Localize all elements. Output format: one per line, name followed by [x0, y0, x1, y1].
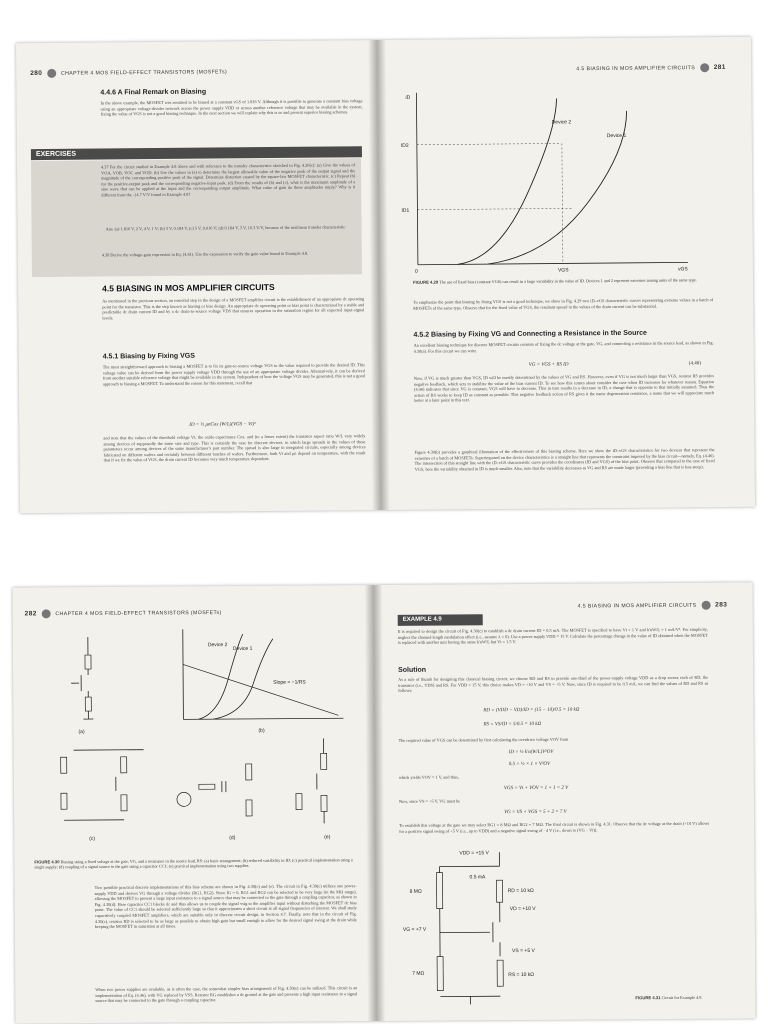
caption-text: The use of fixed bias (constant VGS) can result in a large variability in the value of ID. Devices 1 and 2 represent extremes among units of the same type. — [439, 277, 697, 285]
subsection-text: Figure 4.30(b) provides a graphical illustration of the effectiveness of this biasing scheme. Here we show the iD–vGS characteristics for two devices that represent the extremes of a batch of MOSFETs. Superimposed on the device characteristics is a straight line that represents the constraint imposed by the bias circuit—namely, Eq. (4.46). The intersection of this straight line with the iD–vGS characteristic curve provides the coordinates (ID and VGS) of the bias point. Observe that compared to the case of fixed VGS, here the variability obtained in ID is much smaller. Also, note that the variability decreases as VG and RS are made larger (providing a bias line that is less steep). — [414, 447, 715, 472]
axis-x-label: vGS — [677, 266, 688, 273]
paragraph: Two possible practical discrete implementations of this bias scheme are shown in Fig. 4.30(c) and (e). The circuit in Fig. 4.30(c) utilizes one power-supply VDD and derives VG through a voltage divider (RG1, RG2). Since IG = 0, RG1 and RG2 can be selected to be very large (in the MΩ range), allowing the MOSFET to present a large input resistance to a signal source that may be connected to the gate through a coupling capacitor, as shown in Fig. 4.30(d). Here capacitor CC1 blocks dc and thus allows us to couple the signal vsig to the amplifier input without disturbing the MOSFET dc bias point. The value of CC1 should be selected sufficiently large so that it approximates a short circuit at all signal frequencies of interest. We shall study capacitively coupled MOSFET amplifiers, which are suitable only in discrete circuit design, in Section 4.7. Finally, note that in the circuit of Fig. 4.30(c), resistor RD is selected to be as large as possible to obtain high gain but small enough to allow for the desired signal swing at the drain while keeping the MOSFET in saturation at all times. — [94, 883, 357, 930]
exercise-437: 4.37 For the circuit studied in Example 4.8 above and with reference to the transfer characteristic sketched in Fig. 4.26(c): (a) Give the values of VOA, VOB, VOC and VOD. (b) Use the values in (a) to determine the largest allowable value of the negative peak of the output signal and the magnitude of the corresponding positive peak of the signal. Determine distortion caused by the square-law MOSFET characteristic. (c) Repeat (b) for the positive-output peak and the corresponding negative-input peak. (d) From the results of (b) and (c), what is the maximum amplitude of a sine wave that can be applied at the input and the corresponding output amplitude. What value of gain do these amplitudes imply? Why is it different from the -14.7 V/V found in Example 4.8? — [101, 162, 356, 198]
page-number: 281 — [713, 63, 726, 72]
section-heading: 4.5 BIASING IN MOS AMPLIFIER CIRCUITS — [102, 281, 275, 294]
slope-label: Slope = −1/RS — [273, 679, 306, 686]
device1-label: Device 1 — [606, 132, 627, 140]
vs-label: VS = +5 V — [512, 947, 535, 955]
figure-caption — [635, 995, 735, 1001]
section-title: 4.5 BIASING IN MOS AMPLIFIER CIRCUITS — [577, 602, 697, 610]
book-logo-icon — [42, 609, 51, 618]
id2-label: ID2 — [400, 142, 409, 149]
paragraph: When two power supplies are available, as is often the case, the somewhat simpler bias arrangement of Fig. 4.30(e) can be utilized. This circuit is an implementation of Eq. (4.46), with VG replaced by VSS. Resistor RG establishes a dc ground at the gate and presents a high input resistance to a signal source that may be connected to the gate through a coupling capacitor. — [95, 985, 358, 1004]
section-text: As mentioned in the previous section, an essential step in the design of a MOSFET amplifier circuit is the establishment of an appropriate dc operating point for the transistor. This is the step known as biasing or bias design. An appropriate dc operating point or bias point is characterized by a stable and predictable dc drain current ID and by a dc drain-to-source voltage VDS that ensures operation in the saturation region for all expected input-signal levels. — [102, 296, 365, 321]
paragraph: To establish this voltage at the gate we may select RG1 = 8 MΩ and RG2 = 7 MΩ. The final circuit is shown in Fig. 4.31. Observe that the dc voltage at the drain (+10 V) allows for a positive signal swing of +5 V (i.e., up to VDD) and a negative signal swing of −4 V (i.e., down to (VG − Vt)). — [399, 820, 710, 834]
vdd-label: VDD = +15 V — [459, 850, 489, 857]
axis-y-label: iD — [405, 94, 411, 101]
running-head — [578, 601, 728, 611]
figure-caption — [413, 277, 713, 285]
label-a: (a) — [78, 729, 85, 736]
circuit-a — [71, 637, 94, 735]
equation-vov-1: ID = ½ k'n(W/L)V²OV — [508, 749, 554, 756]
caption-text: Biasing using a fixed voltage at the gate, VG, and a resistance in the source lead, RS: (a) basic arrangement; (b) reduced variability in ID; (c) practical implementation using a single supply; (d) coupling of a signal source to the gate using a capacitor CC1; (e) practical implementation using two supplies. — [34, 857, 353, 870]
origin-label: 0 — [414, 268, 418, 275]
solution-text: As a rule of thumb for designing this classical biasing circuit, we choose RD and RS to provide one-third of the power-supply voltage VDD as a drop across each of RD, the transistor (i.e., VDS) and RS. For VDD = 15 V, this choice makes VD = +10 V and VS = +5 V. Now, since ID is required to be 0.5 mA, we can find the values of RD and RS as follows: — [398, 674, 709, 694]
device1-label: Device 1 — [232, 645, 253, 653]
subsection-text: The most straightforward approach to biasing a MOSFET is to fix its gate-to-source voltage VGS to the value required to provide the desired ID. This voltage value can be derived from the power supply voltage VDD through the use of an appropriate voltage divider. Alternatively, it can be derived from another suitable reference voltage that might be available in the system. Independent of how the voltage VGS may be generated, this is not a good approach to biasing a MOSFET. To understand the reason for this statement, recall that — [102, 362, 365, 387]
section-title: 4.4.6 A Final Remark on Biasing — [100, 88, 207, 97]
exercise-437-answer: Ans. (a) 1.816 V, 2 V, 4 V, 1 V; (b) 3 V, 0.184 V, (c) 5 V, 0.016 V; (d) 0.184 V, 3 V, 16.3 V/V, because of the nonlinear transfer characteristic — [105, 224, 346, 232]
graph-b — [183, 628, 344, 734]
rg2-label: 7 MΩ — [412, 970, 425, 977]
vgs-label: VGS — [557, 267, 569, 274]
figure-caption — [34, 857, 359, 870]
running-head — [30, 67, 227, 78]
equation-rs: RS = VS/ID = 5/0.5 = 10 kΩ — [483, 721, 542, 728]
running-head — [25, 608, 222, 618]
book-logo-icon — [701, 601, 710, 610]
spread-top — [16, 37, 755, 513]
equation-446: VG = VGS + RS ID — [528, 362, 569, 368]
subsection-text: and note that the values of the threshold voltage Vt, the oxide-capacitance Cox, and (to a lesser extent) the transistor aspect ratio W/L vary widely among devices of supposedly the same size and type. This is certainly the case for discrete devices, in which large spreads in the values of these parameters occur among devices of the same manufacturer's part number. The spread is also large in integrated circuits, especially among devices fabricated on different wafers and certainly between different batches of wafers. Furthermore, both Vt and μn depend on temperature, with the result that if we fix the value of VGS, the drain current ID becomes very much temperature dependent. — [103, 433, 366, 463]
device2-label: Device 2 — [207, 642, 228, 649]
page-number: 283 — [715, 601, 728, 609]
paragraph: The required value of VGS can be determined by first calculating the overdrive voltage VOV from — [398, 736, 569, 743]
book-logo-icon — [700, 63, 709, 72]
equation-vov-2: 0.5 = ½ × 1 × V²OV — [508, 761, 551, 768]
device2-label: Device 2 — [551, 119, 572, 126]
exercises-banner: EXERCISES — [31, 146, 362, 160]
chapter-title: CHAPTER 4 MOS FIELD-EFFECT TRANSISTORS (MOSFETs) — [55, 610, 222, 618]
id1-label: ID1 — [401, 207, 410, 214]
equation-vg: VG = VS + VGS = 5 + 2 = 7 V — [504, 809, 567, 816]
circuit-c — [61, 750, 145, 843]
figure-4-30 — [33, 623, 365, 855]
solution-heading: Solution — [398, 666, 427, 674]
exercises-box — [31, 158, 362, 277]
subsection-text: An excellent biasing technique for discrete MOSFET circuits consists of fixing the dc voltage at the gate, VG, and connecting a resistance in the source lead, as shown in Fig. 4.30(a). For this circuit we can write — [413, 340, 714, 354]
figure-label: FIGURE 4.29 — [413, 279, 439, 285]
current-label: 0.5 mA — [469, 874, 486, 881]
label-e: (e) — [324, 834, 331, 841]
circuit-d — [177, 764, 253, 842]
section-text: In the above example, the MOSFET was assumed to be biased at a constant vGS of 1.816 V. Although it is possible to generate a constant bias voltage using an appropriate voltage-divider network across the power supply VDD or across another reference voltage that may be available in the system, fixing the value of VGS is not a good biasing technique. In the next section we will explain why this is so and present superior biasing schemes. — [100, 98, 363, 117]
subsection-text: Now, if VG is much greater than VGS, ID will be mostly determined by the values of VG and RS. However, even if VG is not much larger than VGS, resistor RS provides negative feedback, which acts to stabilize the value of the bias current ID. To see how this comes about consider the case when ID increases for whatever reason. Equation (4.46) indicates that since VG is constant, VGS will have to decrease. This in turn results in a decrease in ID, a change that is opposite to that initially assumed. Thus the action of RS works to keep ID as constant as possible. This negative feedback action of RS gives it the name degeneration resistance, a name that we will appreciate much better at a later point in this text. — [413, 373, 715, 404]
paragraph: To emphasize the point that biasing by fixing VGS is not a good technique, we show in Fig. 4.29 two iD–vGS characteristic curves representing extreme values in a batch of MOSFETs of the same type. Observe that for the fixed value of VGS, the resultant spread in the values of the drain current can be substantial. — [413, 297, 714, 311]
circuit-e — [296, 738, 331, 840]
page-number: 282 — [24, 610, 37, 618]
rg1-label: 8 MΩ — [409, 888, 422, 895]
chapter-title: CHAPTER 4 MOS FIELD-EFFECT TRANSISTORS (MOSFETs) — [60, 69, 228, 77]
equation-rd: RD = (VDD − VD)/ID = (15 − 10)/0.5 = 10 kΩ — [483, 707, 580, 714]
figure-4-29 — [396, 82, 698, 275]
equation: ID = ½ μnCox (W/L)(VGS − Vt)² — [189, 422, 256, 428]
page-fold — [364, 585, 385, 1021]
subsection-title: 4.5.1 Biasing by Fixing VGS — [102, 352, 195, 361]
example-text: It is required to design the circuit of Fig. 4.30(c) to establish a dc drain current ID = 0.5 mA. The MOSFET is specified to have Vt = 1 V and k'nW/L = 1 mA/V². For simplicity, neglect the channel-length modulation effect (i.e., assume λ = 0). Use a power-supply VDD = 15 V. Calculate the percentage change in the value of ID obtained when the MOSFET is replaced with another unit having the same k'nW/L but Vt = 1.5 V. — [397, 626, 708, 646]
vd-label: VD = +10 V — [509, 905, 536, 913]
rs-label: RS = 10 kΩ — [508, 971, 535, 979]
spread-bottom — [12, 582, 755, 1023]
label-d: (d) — [229, 835, 236, 842]
rd-label: RD = 10 kΩ — [507, 887, 534, 895]
figure-label: FIGURE 4.30 — [34, 859, 60, 865]
caption-text: Circuit for Example 4.9. — [661, 994, 703, 1001]
example-banner: EXAMPLE 4.9 — [398, 614, 483, 626]
label-b: (b) — [258, 727, 265, 734]
book-logo-icon — [47, 69, 56, 78]
section-title: 4.5 BIASING IN MOS AMPLIFIER CIRCUITS — [576, 65, 696, 73]
figure-label: FIGURE 4.31 — [635, 995, 661, 1001]
exercise-438: 4.38 Derive the voltage-gain expression in Eq. (4.41). Use the expression to verify the gain value found in Example 4.8. — [101, 250, 309, 258]
equation-number: (4.46) — [688, 361, 701, 367]
paragraph: which yields VOV = 1 V, and thus, — [398, 774, 459, 780]
label-c: (c) — [89, 836, 96, 843]
subsection-title: 4.5.2 Biasing by Fixing VG and Connecting a Resistance in the Source — [413, 329, 647, 339]
page-number: 280 — [30, 69, 43, 77]
page-fold — [368, 40, 390, 510]
equation-vgs: VGS = Vt + VOV = 1 + 1 = 2 V — [503, 785, 569, 792]
paragraph: Now, since VS = +5 V, VG must be — [398, 798, 461, 804]
running-head — [576, 63, 726, 73]
figure-4-31 — [399, 845, 630, 1017]
vg-label: VG = +7 V — [402, 926, 427, 933]
